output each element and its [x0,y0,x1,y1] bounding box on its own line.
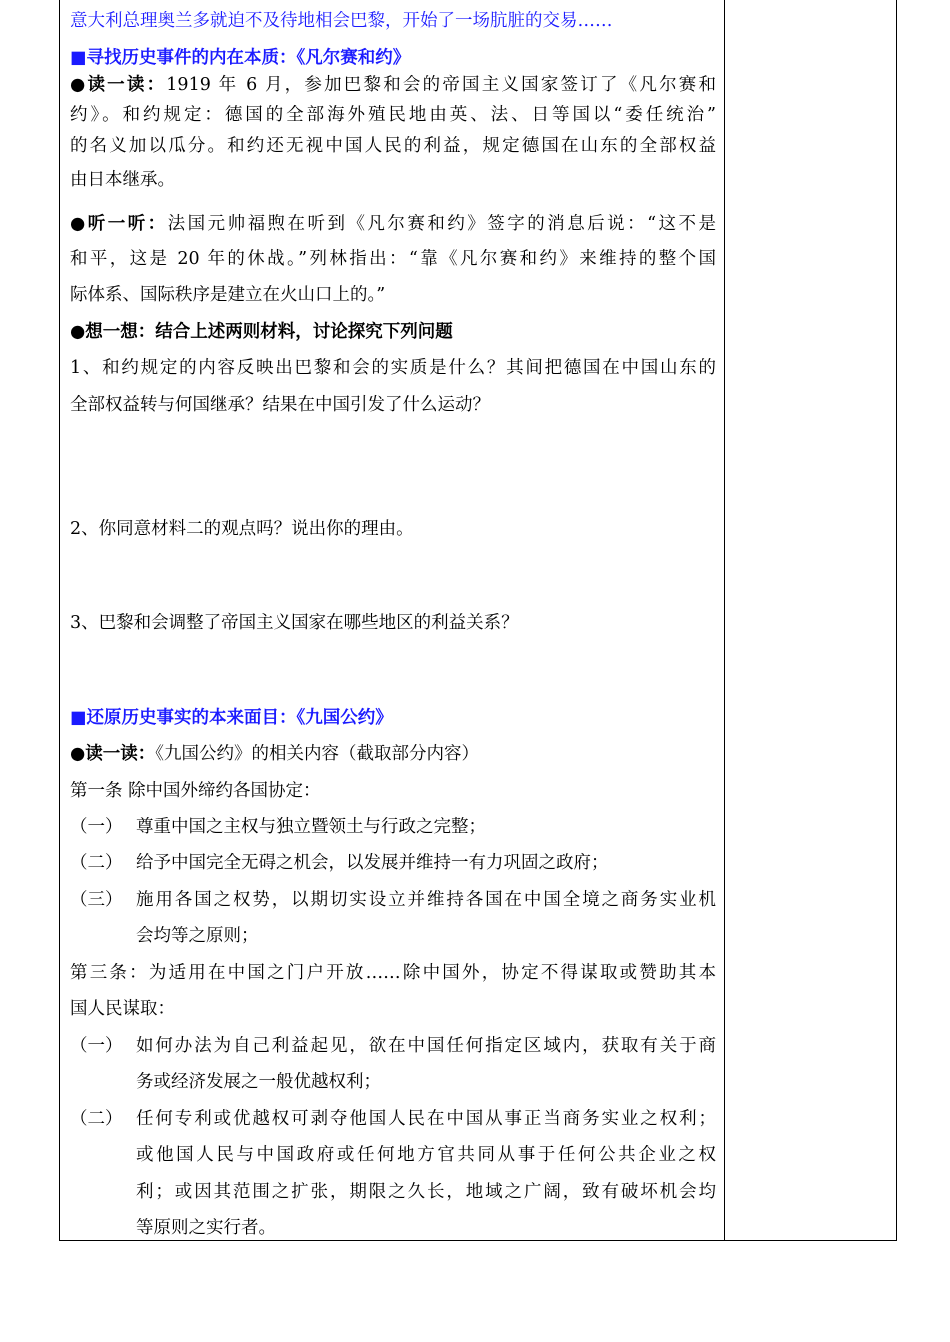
item-text: 给予中国完全无碍之机会，以发展并维持一有力巩固之政府； [136,853,609,873]
listen-text: 法国元帅福煦在听到《凡尔赛和约》签字的消息后说：“这不是 [167,214,716,234]
item-text: 尊重中国之主权与独立暨领土与行政之完整； [136,817,486,837]
item-number: （一） [70,1036,123,1056]
section1-listen-line-2: 和平，这是 20 年的休战。”列林指出：“靠《凡尔赛和约》来维持的整个国 [70,249,716,269]
read-text: 1919 年 6 月，参加巴黎和会的帝国主义国家签订了《凡尔赛和 [166,75,716,95]
section1-heading: ■寻找历史事件的内在本质：《凡尔赛和约》 [70,48,411,68]
column-divider [724,0,725,1240]
question-1-line-1: 1、和约规定的内容反映出巴黎和会的实质是什么？其间把德国在中国山东的 [70,358,716,378]
item-number: （二） [70,853,123,873]
section2-heading: ■还原历史事实的本来面目：《九国公约》 [70,708,393,728]
section1-read-line-3: 的名义加以瓜分。和约还无视中国人民的利益，规定德国在山东的全部权益 [70,136,716,156]
section1-think-line: ●想一想：结合上述两则材料，讨论探究下列问题 [70,322,453,342]
article-3-line-2: 国人民谋取： [70,999,175,1019]
item-text: 务或经济发展之一般优越权利； [136,1072,381,1092]
section1-listen-line-3: 际体系、国际秩序是建立在火山口上的。” [70,285,386,305]
read-label: ●读一读： [70,75,167,95]
item-number: （三） [70,890,123,910]
listen-label: ●听一听： [70,214,168,234]
item-number: （二） [70,1109,123,1129]
question-2: 2、你同意材料二的观点吗？说出你的理由。 [70,519,414,539]
lesson-table [59,0,897,1241]
item-text: 如何办法为自己利益起见，欲在中国任何指定区域内，获取有关于商 [136,1036,716,1056]
item-text: 施用各国之权势，以期切实设立并维持各国在中国全境之商务实业机 [136,890,716,910]
item-text: 等原则之实行者。 [136,1218,276,1238]
section1-read-line-1 [70,73,716,97]
item-text: 会均等之原则； [136,926,259,946]
read-text: 《九国公约》的相关内容（截取部分内容） [155,744,480,764]
read-label: ●读一读： [70,744,156,764]
section1-listen-line-1 [70,212,716,236]
intro-line: 意大利总理奥兰多就迫不及待地相会巴黎，开始了一场肮脏的交易…… [70,11,613,31]
item-number: （一） [70,817,123,837]
question-1-line-2: 全部权益转与何国继承？结果在中国引发了什么运动？ [70,395,490,415]
article-1-title: 第一条 除中国外缔约各国协定： [70,781,321,801]
section1-read-line-2: 约》。和约规定：德国的全部海外殖民地由英、法、日等国以“委任统治” [70,105,716,125]
section2-read-line [70,742,479,766]
article-3-line-1: 第三条：为适用在中国之门户开放……除中国外，协定不得谋取或赞助其本 [70,963,716,983]
item-text: 利；或因其范围之扩张，期限之久长，地域之广阔，致有破坏机会均 [136,1182,716,1202]
section1-read-line-4: 由日本继承。 [70,170,175,190]
item-text: 任何专利或优越权可剥夺他国人民在中国从事正当商务实业之权利； [136,1109,716,1129]
item-text: 或他国人民与中国政府或任何地方官共同从事于任何公共企业之权 [136,1145,716,1165]
question-3: 3、巴黎和会调整了帝国主义国家在哪些地区的利益关系？ [70,613,519,633]
